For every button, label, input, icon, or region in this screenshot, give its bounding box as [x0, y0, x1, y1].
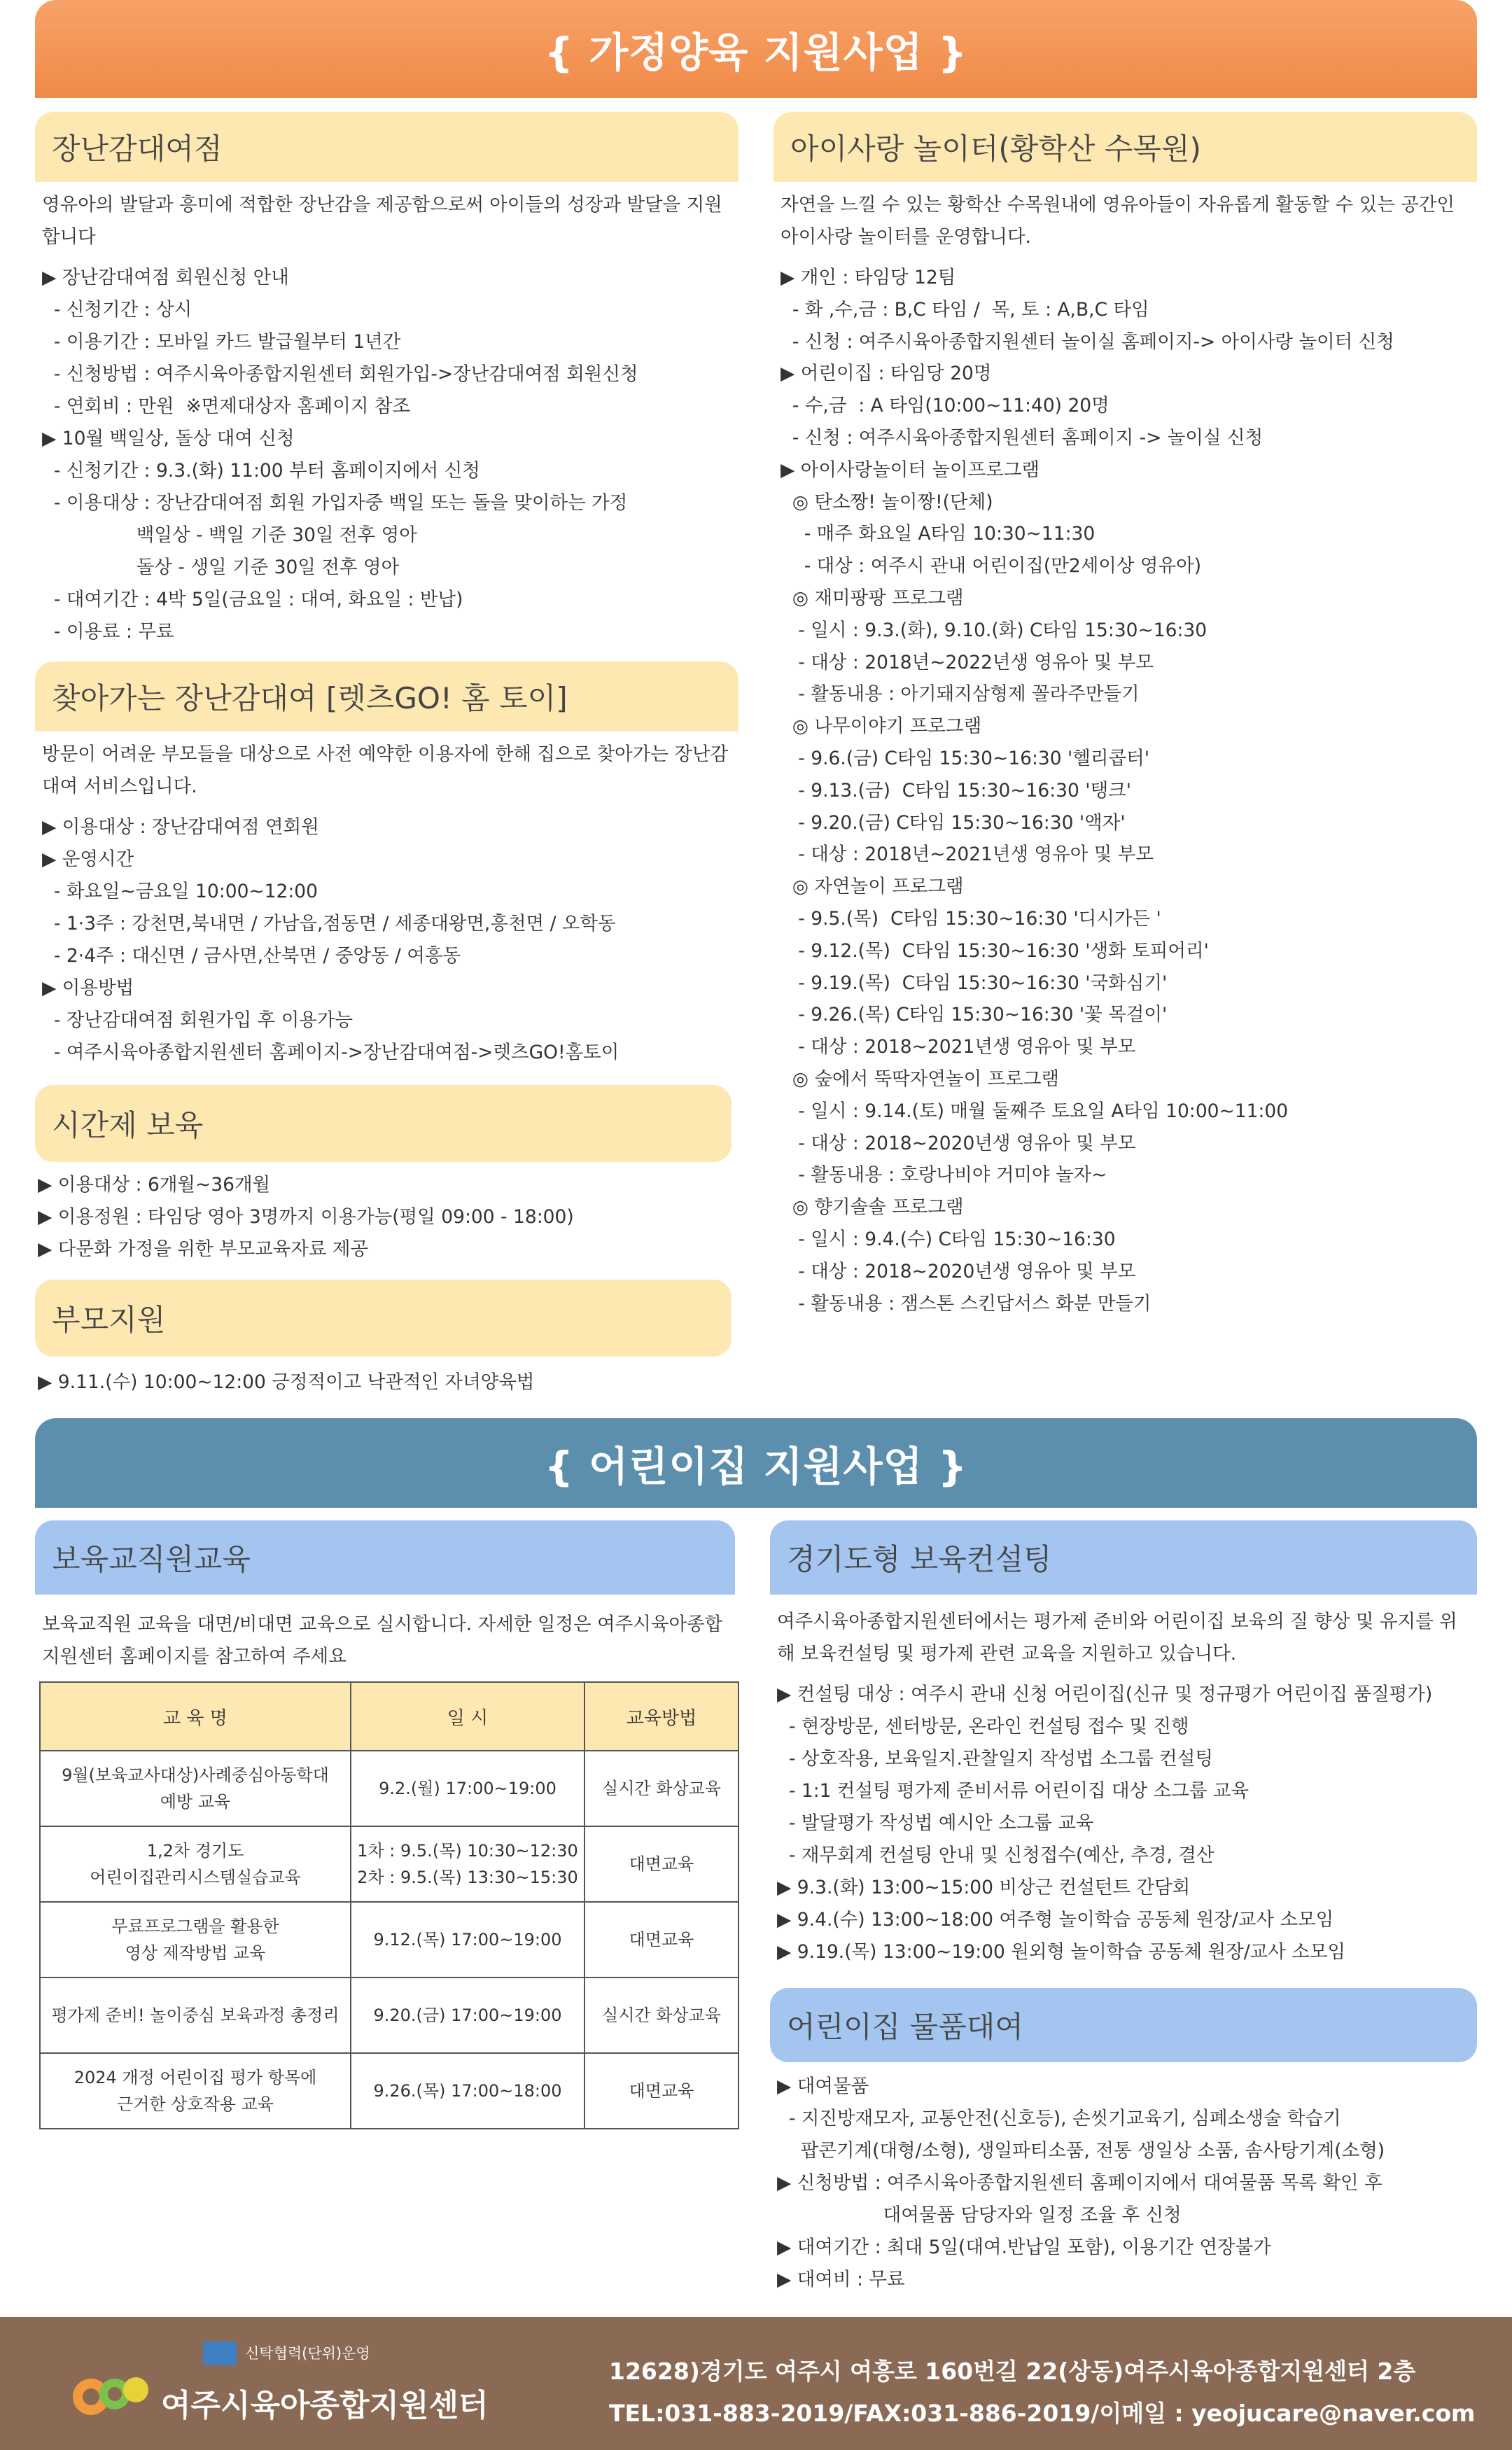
list-item: - 일시 : 9.4.(수) C타임 15:30~16:30 [780, 1228, 1116, 1250]
table-cell-date: 1차 : 9.5.(목) 10:30~12:30 2차 : 9.5.(목) 13:30~15:30 [351, 1826, 584, 1902]
table-cell-course: 무료프로그램을 활용한 영상 제작방법 교육 [40, 1902, 351, 1977]
table-cell-date: 9.2.(월) 17:00~19:00 [351, 1751, 584, 1826]
list-item: - 발달평가 작성법 예시안 소그룹 교육 [777, 1812, 1094, 1834]
list-item: - 수,금 : A 타임(10:00~11:40) 20명 [780, 395, 1110, 417]
list-item: - 이용대상 : 장난감대여점 회원 가입자중 백일 또는 돌을 맞이하는 가정 [42, 492, 628, 514]
list-item: ▶ 이용정원 : 타임당 영아 3명까지 이용가능(평일 09:00 - 18:00) [38, 1206, 574, 1228]
list-item: 돌상 - 생일 기준 30일 전후 영아 [42, 556, 400, 578]
section-lets-go [35, 662, 738, 1077]
list-item: - 9.20.(금) C타임 15:30~16:30 '액자' [780, 811, 1126, 834]
table-header-cell: 교육방법 [584, 1682, 738, 1751]
list-item: - 여주시육아종합지원센터 홈페이지->장난감대여점->렛츠GO!홈토이 [42, 1042, 620, 1063]
list-item: - 신청 : 여주시육아종합지원센터 홈페이지 -> 놀이실 신청 [780, 426, 1264, 449]
footer-badge-icon [203, 2342, 237, 2365]
section-lets-go-title: 찾아가는 장난감대여 [렛츠GO! 홈 토이] [35, 662, 738, 732]
section-staff-education-intro: 보육교직원 교육을 대면/비대면 교육으로 실시합니다. 자세한 일정은 여주시육아종합지원센터 홈페이지를 참고하여 주세요 [42, 1614, 723, 1667]
list-item: - 9.13.(금) C타임 15:30~16:30 '탱크' [780, 779, 1132, 802]
table-row [40, 2053, 738, 2129]
table-row [40, 1902, 738, 1977]
section-consulting-intro: 여주시육아종합지원센터에서는 평가제 준비와 어린이집 보육의 질 향상 및 유지를 위해 보육컨설팅 및 평가제 관련 교육을 지원하고 있습니다. [777, 1611, 1457, 1665]
list-item: ▶ 이용대상 : 6개월~36개월 [38, 1174, 271, 1196]
section-toy-library-intro: 영유아의 발달과 흥미에 적합한 장난감을 제공함으로써 아이들의 성장과 발달을 지원합니다 [42, 194, 722, 248]
list-item: - 일시 : 9.3.(화), 9.10.(화) C타임 15:30~16:30 [780, 619, 1208, 641]
section-hourly-care [35, 1085, 732, 1274]
list-item: - 신청방법 : 여주시육아종합지원센터 회원가입->장난감대여점 회원신청 [42, 363, 638, 385]
consulting-lines [770, 1679, 1477, 1977]
list-item: - 활동내용 : 아기돼지삼형제 꼴라주만들기 [780, 683, 1140, 706]
table-cell-course: 평가제 준비! 놀이중심 보육과정 총정리 [40, 1977, 351, 2053]
list-item: - 재무회계 컨설팅 안내 및 신청접수(예산, 추경, 결산 [777, 1844, 1214, 1866]
list-item: - 지진방재모자, 교통안전(신호등), 손씻기교육기, 심폐소생술 학습기 [777, 2108, 1341, 2129]
list-item: - 9.6.(금) C타임 15:30~16:30 '헬리콥터' [780, 747, 1149, 769]
table-cell-date: 9.20.(금) 17:00~19:00 [351, 1977, 584, 2053]
section-rental [770, 1988, 1477, 2304]
list-item: - 대상 : 여주시 관내 어린이집(만2세이상 영유아) [780, 555, 1202, 578]
table-cell-course: 9월(보육교사대상)사례중심아동학대 예방 교육 [40, 1751, 351, 1826]
hourly-lines [35, 1162, 732, 1274]
section-consulting [770, 1520, 1477, 1977]
table-cell-date: 9.26.(목) 17:00~18:00 [351, 2053, 584, 2129]
list-item: - 신청기간 : 상시 [42, 299, 192, 321]
list-item: ▶ 이용대상 : 장난감대여점 연회원 [42, 816, 319, 838]
toy-lines [35, 262, 738, 657]
table-header-row [40, 1682, 738, 1751]
list-item: ▶ 9.3.(화) 13:00~15:00 비상근 컨설턴트 간담회 [777, 1877, 1191, 1898]
section-rental-title: 어린이집 물품대여 [770, 1988, 1477, 2062]
table-cell-date: 9.12.(목) 17:00~19:00 [351, 1902, 584, 1977]
list-item: ◎ 숲에서 뚝딱자연놀이 프로그램 [780, 1068, 1060, 1090]
list-item: - 활동내용 : 잼스톤 스킨답서스 화분 만들기 [780, 1292, 1152, 1315]
footer-address: 12628)경기도 여주시 여흥로 160번길 22(상동)여주시육아종합지원센터 2층 [609, 2358, 1416, 2385]
table-header-cell: 교 육 명 [40, 1682, 351, 1751]
list-item: ◎ 향기솔솔 프로그램 [780, 1196, 964, 1219]
list-item: - 대상 : 2018~2021년생 영유아 및 부모 [780, 1036, 1136, 1058]
list-item: ▶ 대여기간 : 최대 5일(대여.반납일 포함), 이용기간 연장불가 [777, 2236, 1271, 2258]
list-item: - 장난감대여점 회원가입 후 이용가능 [42, 1009, 354, 1031]
list-item: ▶ 대여비 : 무료 [777, 2269, 905, 2290]
list-item: - 대상 : 2018~2020년생 영유아 및 부모 [780, 1132, 1136, 1154]
list-item: - 대상 : 2018년~2022년생 영유아 및 부모 [780, 651, 1154, 673]
list-item: - 상호작용, 보육일지.관찰일지 작성법 소그룹 컨설팅 [777, 1748, 1213, 1770]
footer-org-name: 여주시육아종합지원센터 [161, 2388, 489, 2423]
section-playground [774, 112, 1477, 1328]
section-staff-education-title: 보육교직원교육 [35, 1520, 735, 1595]
list-item: - 1:1 컨설팅 평가제 준비서류 어린이집 대상 소그룹 교육 [777, 1780, 1250, 1802]
section-toy-library-title: 장난감대여점 [35, 112, 738, 182]
table-cell-method: 실시간 화상교육 [584, 1751, 738, 1826]
list-item: - 화요일~금요일 10:00~12:00 [42, 881, 318, 902]
list-item: - 9.26.(목) C타임 15:30~16:30 '꽃 목걸이' [780, 1004, 1168, 1026]
section-parent-support-title: 부모지원 [35, 1280, 732, 1357]
banner-daycare-support [35, 1418, 1477, 1508]
list-item: ◎ 자연놀이 프로그램 [780, 876, 964, 898]
table-header-cell: 일 시 [351, 1682, 584, 1751]
banner-home-support [35, 0, 1477, 98]
list-item: - 연회비 : 만원 ※면제대상자 홈페이지 참조 [42, 396, 411, 417]
list-item: ▶ 10월 백일상, 돌상 대여 신청 [42, 428, 295, 449]
list-item: - 1·3주 : 강천면,북내면 / 가남읍,점동면 / 세종대왕면,흥천면 / 오학동 [42, 913, 616, 934]
banner-daycare-support-title: { 어린이집 지원사업 } [544, 1443, 968, 1490]
list-item: - 대여기간 : 4박 5일(금요일 : 대여, 화요일 : 반납) [42, 589, 463, 610]
list-item: - 신청 : 여주시육아종합지원센터 놀이실 홈페이지-> 아이사랑 놀이터 신청 [780, 330, 1394, 353]
list-item: ▶ 개인 : 타임당 12팀 [780, 267, 956, 288]
lets-go-lines [35, 811, 738, 1077]
list-item: ▶ 대여물품 [777, 2076, 869, 2097]
list-item: - 이용료 : 무료 [42, 621, 174, 643]
list-item: ▶ 운영시간 [42, 848, 134, 870]
section-lets-go-intro: 방문이 어려운 부모들을 대상으로 사전 예약한 이용자에 한해 집으로 찾아가는 장난감 대여 서비스입니다. [42, 743, 729, 797]
table-cell-method: 대면교육 [584, 1826, 738, 1902]
table-cell-method: 대면교육 [584, 2053, 738, 2129]
list-item: - 매주 화요일 A타임 10:30~11:30 [780, 523, 1096, 545]
footer-contact: TEL:031-883-2019/FAX:031-886-2019/이메일 : yeojucare@naver.com [609, 2400, 1476, 2427]
list-item: - 화 ,수,금 : B,C 타임 / 목, 토 : A,B,C 타임 [780, 298, 1149, 321]
list-item: ◎ 재미팡팡 프로그램 [780, 587, 964, 609]
table-row [40, 1826, 738, 1902]
list-item: ▶ 아이사랑놀이터 놀이프로그램 [780, 458, 1040, 481]
list-item: ▶ 컨설팅 대상 : 여주시 관내 신청 어린이집(신규 및 정규평가 어린이집 품질평가) [777, 1684, 1433, 1705]
section-parent-support [35, 1280, 732, 1407]
table-cell-method: 실시간 화상교육 [584, 1977, 738, 2053]
center-logo-mark [70, 2353, 154, 2430]
list-item: - 9.19.(목) C타임 15:30~16:30 '국화심기' [780, 972, 1168, 994]
list-item: - 신청기간 : 9.3.(화) 11:00 부터 홈페이지에서 신청 [42, 460, 480, 482]
education-schedule-table [39, 1681, 739, 2129]
list-item: - 2·4주 : 대신면 / 금사면,산북면 / 중앙동 / 여흥동 [42, 945, 461, 967]
list-item: ▶ 9.4.(수) 13:00~18:00 여주형 놀이학습 공동체 원장/교사 소모임 [777, 1909, 1334, 1931]
table-row [40, 1977, 738, 2053]
list-item: 백일상 - 백일 기준 30일 전후 영아 [42, 524, 417, 546]
section-playground-intro: 자연을 느낄 수 있는 황학산 수목원내에 영유아들이 자유롭게 활동할 수 있는 공간인 아이사랑 놀이터를 운영합니다. [780, 194, 1455, 248]
list-item: 팝콘기계(대형/소형), 생일파티소품, 전통 생일상 소품, 솜사탕기계(소형) [777, 2140, 1385, 2162]
table-cell-method: 대면교육 [584, 1902, 738, 1977]
list-item: - 이용기간 : 모바일 카드 발급월부터 1년간 [42, 331, 401, 353]
list-item: ▶ 다문화 가정을 위한 부모교육자료 제공 [38, 1238, 369, 1260]
list-item: - 9.5.(목) C타임 15:30~16:30 '디시가든 ' [780, 907, 1161, 930]
list-item: - 9.12.(목) C타임 15:30~16:30 '생화 토피어리' [780, 939, 1209, 962]
section-consulting-title: 경기도형 보육컨설팅 [770, 1520, 1477, 1595]
rental-lines [770, 2062, 1477, 2304]
list-item: 대여물품 담당자와 일정 조율 후 신청 [777, 2204, 1182, 2226]
list-item: - 현장방문, 센터방문, 온라인 컨설팅 접수 및 진행 [777, 1716, 1189, 1737]
table-cell-course: 1,2차 경기도 어린이집관리시스템실습교육 [40, 1826, 351, 1902]
list-item: ▶ 어린이집 : 타임당 20명 [780, 363, 992, 385]
list-item: ▶ 9.11.(수) 10:00~12:00 긍정적이고 낙관적인 자녀양육법 [38, 1371, 535, 1393]
list-item: ▶ 신청방법 : 여주시육아종합지원센터 홈페이지에서 대여물품 목록 확인 후 [777, 2172, 1382, 2194]
section-playground-title: 아이사랑 놀이터(황학산 수목원) [774, 112, 1477, 182]
footer-small-caption: 신탁협력(단위)운영 [245, 2345, 370, 2362]
section-staff-education [35, 1520, 735, 2129]
table-row [40, 1751, 738, 1826]
list-item: - 활동내용 : 호랑나비야 거미야 놀자~ [780, 1164, 1107, 1186]
section-toy-library [35, 112, 738, 657]
footer [0, 2317, 1512, 2450]
list-item: ◎ 나무이야기 프로그램 [780, 715, 982, 738]
list-item: - 대상 : 2018~2020년생 영유아 및 부모 [780, 1260, 1136, 1282]
list-item: ▶ 장난감대여점 회원신청 안내 [42, 267, 289, 288]
list-item: - 대상 : 2018년~2021년생 영유아 및 부모 [780, 844, 1154, 866]
list-item: ◎ 탄소짱! 놀이짱!(단체) [780, 491, 993, 513]
table-cell-course: 2024 개정 어린이집 평가 항목에 근거한 상호작용 교육 [40, 2053, 351, 2129]
list-item: ▶ 9.19.(목) 13:00~19:00 원외형 놀이학습 공동체 원장/교사 소모임 [777, 1941, 1346, 1963]
list-item: ▶ 이용방법 [42, 977, 134, 999]
banner-home-support-title: { 가정양육 지원사업 } [544, 29, 968, 76]
parent-lines [35, 1357, 732, 1407]
section-hourly-care-title: 시간제 보육 [35, 1085, 732, 1162]
list-item: - 일시 : 9.14.(토) 매월 둘째주 토요일 A타임 10:00~11:00 [780, 1100, 1289, 1122]
playground-lines [774, 262, 1477, 1328]
